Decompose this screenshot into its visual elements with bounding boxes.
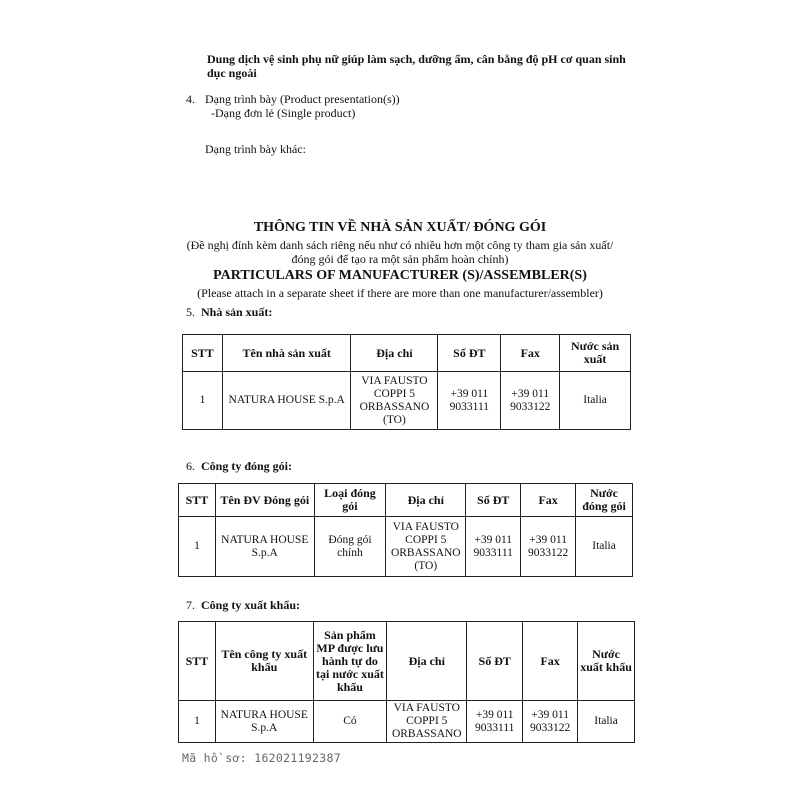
dossier-code: Mã hồ sơ: 162021192387	[182, 751, 341, 765]
column-header: Nước đóng gói	[576, 484, 633, 517]
manufacturer-table	[182, 334, 631, 430]
item-4-value: -Dạng đơn lẻ (Single product)	[211, 106, 356, 120]
section-note-en: (Please attach in a separate sheet if there are more than one manufacturer/assembler)	[197, 286, 603, 300]
column-header: Số ĐT	[466, 484, 521, 517]
table-row	[179, 517, 633, 577]
item-4-label: Dạng trình bày (Product presentation(s))	[205, 92, 400, 106]
table-cell: VIA FAUSTO COPPI 5 ORBASSANO (TO)	[386, 517, 466, 577]
column-header: STT	[183, 335, 223, 372]
table-cell: VIA FAUSTO COPPI 5 ORBASSANO	[387, 701, 467, 743]
column-header: Địa chỉ	[387, 622, 467, 701]
table-cell: Italia	[560, 372, 631, 430]
other-presentation-label: Dạng trình bày khác:	[205, 142, 306, 156]
table-cell: +39 011 9033111	[438, 372, 501, 430]
packer-heading: 6. Công ty đóng gói:	[186, 459, 293, 473]
packer-header-row	[179, 484, 633, 517]
column-header: Loại đóng gói	[314, 484, 386, 517]
table-row	[179, 701, 635, 743]
manufacturer-heading: 5. Nhà sản xuất:	[186, 305, 273, 319]
table-cell: +39 011 9033122	[501, 372, 560, 430]
table-cell: Đóng gói chính	[314, 517, 386, 577]
column-header: Số ĐT	[467, 622, 523, 701]
column-header: Tên ĐV Đóng gói	[215, 484, 314, 517]
table-cell: 1	[179, 701, 216, 743]
table-row	[183, 372, 631, 430]
section-title-en: PARTICULARS OF MANUFACTURER (S)/ASSEMBLER(S)	[213, 268, 587, 283]
table-cell: Italia	[576, 517, 633, 577]
column-header: Nước xuất khẩu	[578, 622, 635, 701]
table-cell: +39 011 9033111	[467, 701, 523, 743]
table-cell: NATURA HOUSE S.p.A	[222, 372, 351, 430]
table-cell: NATURA HOUSE S.p.A	[215, 517, 314, 577]
column-header: Địa chỉ	[351, 335, 438, 372]
exporter-heading: 7. Công ty xuất khẩu:	[186, 598, 301, 612]
exporter-header-row	[179, 622, 635, 701]
table-cell: Italia	[578, 701, 635, 743]
exporter-table	[178, 621, 635, 743]
column-header: STT	[179, 484, 216, 517]
manufacturer-header-row	[183, 335, 631, 372]
table-cell: 1	[179, 517, 216, 577]
table-cell: +39 011 9033122	[521, 517, 576, 577]
column-header: Số ĐT	[438, 335, 501, 372]
column-header: Sản phẩm MP được lưu hành tự do tại nước xuất khẩu	[313, 622, 387, 701]
column-header: Tên công ty xuất khẩu	[215, 622, 313, 701]
product-description: Dung dịch vệ sinh phụ nữ giúp làm sạch, dưỡng ẩm, cân bằng độ pH cơ quan sinh dục ngoài	[207, 52, 626, 80]
table-cell: NATURA HOUSE S.p.A	[215, 701, 313, 743]
table-cell: +39 011 9033122	[523, 701, 578, 743]
column-header: STT	[179, 622, 216, 701]
table-cell: +39 011 9033111	[466, 517, 521, 577]
column-header: Địa chỉ	[386, 484, 466, 517]
section-title-vi: THÔNG TIN VỀ NHÀ SẢN XUẤT/ ĐÓNG GÓI	[253, 220, 547, 235]
column-header: Nước sản xuất	[560, 335, 631, 372]
section-note-vi: (Đề nghị đính kèm danh sách riêng nếu như có nhiều hơn một công ty tham gia sản xuất/ đóng gói để tạo ra một sản phẩm hoàn chỉnh)	[186, 238, 614, 266]
column-header: Fax	[523, 622, 578, 701]
table-cell: 1	[183, 372, 223, 430]
table-cell: VIA FAUSTO COPPI 5 ORBASSANO (TO)	[351, 372, 438, 430]
column-header: Fax	[501, 335, 560, 372]
packer-table	[178, 483, 633, 577]
item-4-number: 4.	[186, 92, 195, 106]
table-cell: Có	[313, 701, 387, 743]
column-header: Tên nhà sản xuất	[222, 335, 351, 372]
column-header: Fax	[521, 484, 576, 517]
